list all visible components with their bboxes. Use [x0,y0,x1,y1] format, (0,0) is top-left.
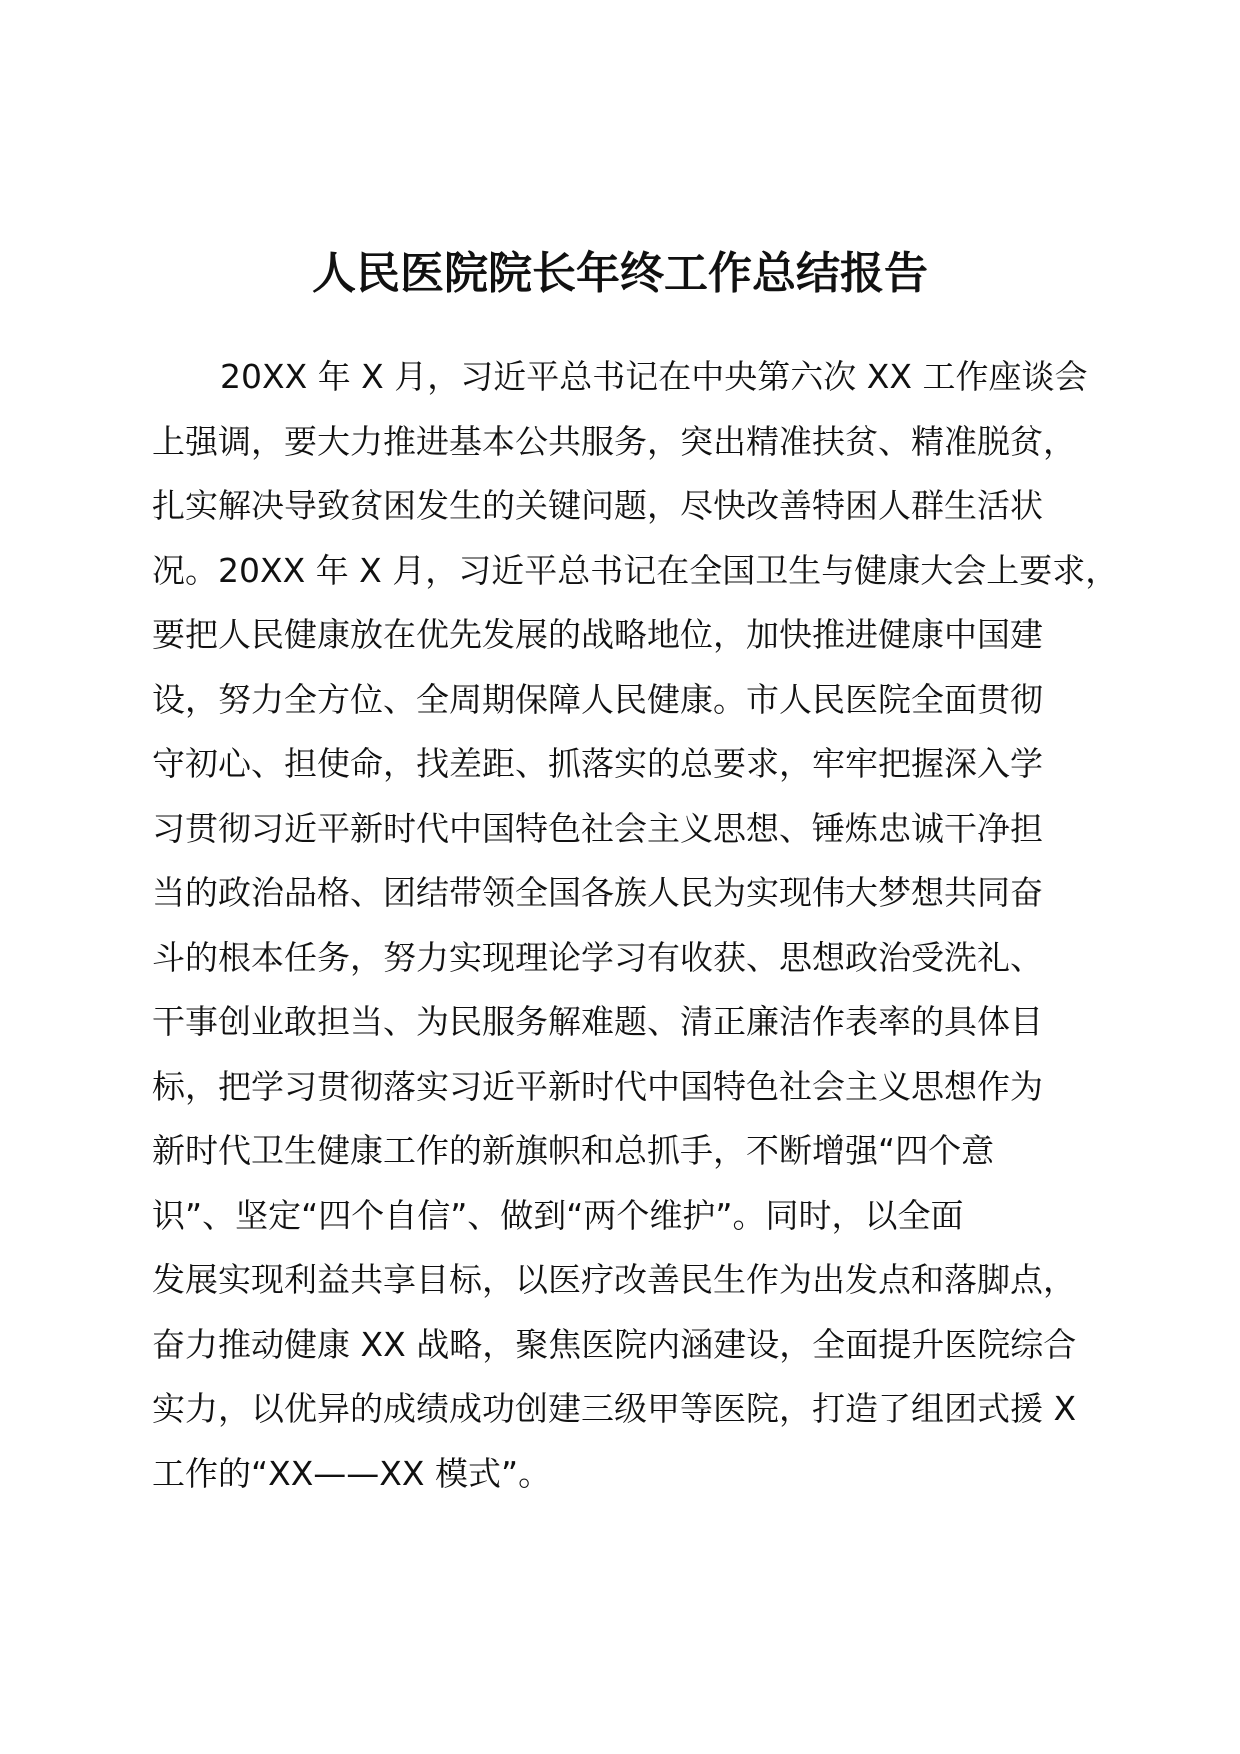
paragraph-line: 习贯彻习近平新时代中国特色社会主义思想、锤炼忠诚干净担 [152,808,1043,848]
paragraph-line: 标，把学习贯彻落实习近平新时代中国特色社会主义思想作为 [152,1066,1043,1106]
paragraph-line: 要把人民健康放在优先发展的战略地位，加快推进健康中国建 [152,615,1043,654]
document-title: 人民医院院长年终工作总结报告 [312,248,928,299]
paragraph-line: 奋力推动健康 XX 战略，聚焦医院内涵建设，全面提升医院综合 [152,1324,1077,1364]
paragraph-line: 新时代卫生健康工作的新旗帜和总抓手，不断增强“四个意 [152,1131,995,1170]
paragraph-line: 扎实解决导致贫困发生的关键问题，尽快改善特困人群生活状 [152,486,1043,525]
paragraph-line: 20XX 年 X 月，习近平总书记在中央第六次 XX 工作座谈会 [220,357,1088,396]
paragraph-line: 当的政治品格、团结带领全国各族人民为实现伟大梦想共同奋 [152,873,1043,912]
paragraph-line: 况。20XX 年 X 月，习近平总书记在全国卫生与健康大会上要求， [152,550,1119,590]
paragraph-line: 上强调，要大力推进基本公共服务，突出精准扶贫、精准脱贫， [152,421,1076,461]
paragraph-line: 守初心、担使命，找差距、抓落实的总要求，牢牢把握深入学 [152,744,1043,783]
paragraph-line: 实力，以优异的成绩成功创建三级甲等医院，打造了组团式援 X [152,1389,1077,1428]
paragraph-line: 识”、坚定“四个自信”、做到“两个维护”。同时，以全面 [152,1195,964,1235]
document-body [152,345,1119,1506]
paragraph-line: 斗的根本任务，努力实现理论学习有收获、思想政治受洗礼、 [152,937,1043,977]
paragraph-line: 发展实现利益共享目标，以医疗改善民生作为出发点和落脚点， [152,1260,1076,1299]
paragraph-line: 工作的“XX——XX 模式”。 [152,1453,552,1493]
paragraph-line: 干事创业敢担当、为民服务解难题、清正廉洁作表率的具体目 [152,1002,1043,1041]
paragraph-line: 设，努力全方位、全周期保障人民健康。市人民医院全面贯彻 [152,679,1043,719]
